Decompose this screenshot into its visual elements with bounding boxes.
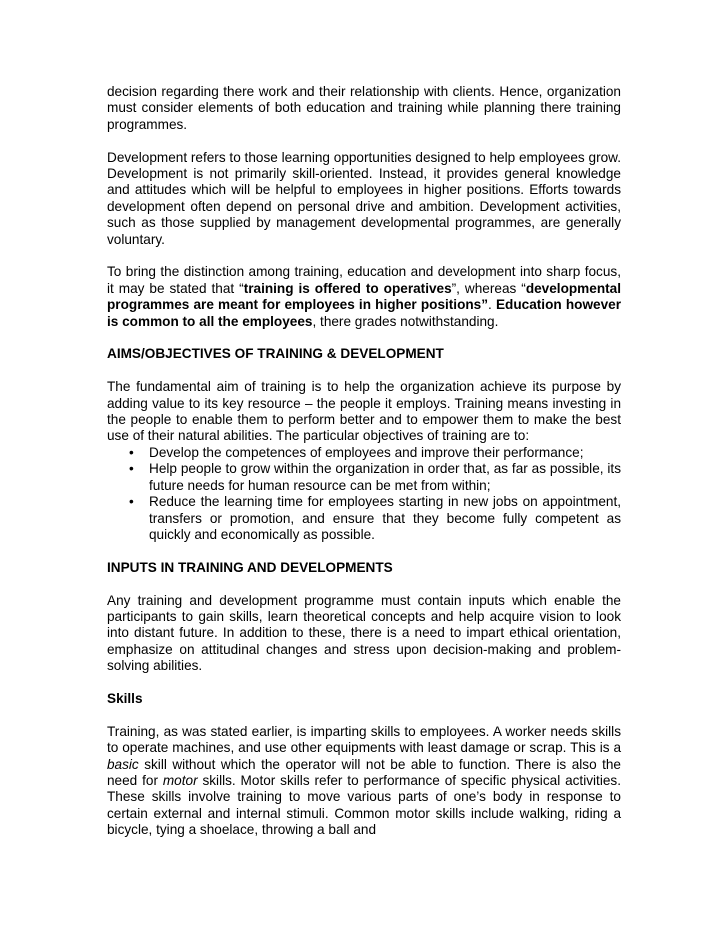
bullet-icon: • [129,444,134,460]
paragraph-skills [107,724,621,839]
bold-phrase: Education however is common to all the employees [107,297,621,329]
paragraph-inputs: Any training and development programme must contain inputs which enable the participants to gain skills, learn theoretical concepts and help acquire vision to look into distant future. In addition to these, there is a need to impart ethical orientation, emphasize on attitudinal changes and stress upon decision-making and problem-solving abilities. [107,592,621,674]
objectives-list [107,445,621,543]
bullet-icon: • [129,461,134,477]
paragraph-fundamental-aim: The fundamental aim of training is to help the organization achieve its purpose by adding value to its key resource – the people it employs. Training means investing in the people to enable them to perform better and to empower them to make the best use of their natural abilities. The particular objectives of training are to: [107,379,621,444]
section-heading-skills: Skills [107,690,143,706]
section-heading-inputs: INPUTS IN TRAINING AND DEVELOPMENTS [107,559,393,575]
text-run: . [488,297,496,313]
bold-phrase: training is offered to operatives [243,280,452,296]
section-heading-aims: AIMS/OBJECTIVES OF TRAINING & DEVELOPMENT [107,346,444,362]
text-run: ”, whereas “ [451,280,526,296]
list-item [129,461,621,494]
text-run: , there grades notwithstanding. [312,313,499,329]
list-item-text: Help people to grow within the organization in order that, as far as possible, its future needs for human resource can be met from within; [149,461,621,493]
paragraph-development: Development refers to those learning opportunities designed to help employees grow. Development is not primarily skill-oriented. Instead, it provides general knowledge and attitudes which will be helpful to employees in higher positions. Efforts towards development often depend on personal drive and ambition. Development activities, such as those supplied by management developmental programmes, are generally voluntary. [107,149,621,247]
text-run: skills. Motor skills refer to performance of specific physical activities. These skills involve training to move various parts of one’s body in response to certain external and internal stimuli. Common motor skills include walking, riding a bicycle, tying a shoelace, throwing a ball and [107,772,621,838]
bold-phrase: developmental programmes are meant for employees in higher positions” [107,280,621,313]
italic-word: motor [162,772,198,788]
paragraph-distinction [107,264,621,330]
page-content [107,84,621,839]
text-run: To bring the distinction among training, education and development into sharp focus, it may be stated that “ [107,264,621,296]
paragraph-continuation: decision regarding there work and their relationship with clients. Hence, organization must consider elements of both education and training while planning there training programmes. [107,84,621,132]
list-item-text: Reduce the learning time for employees starting in new jobs on appointment, transfers or promotion, and ensure that they become fully competent as quickly and economically as possible. [149,494,621,542]
text-run: Training, as was stated earlier, is imparting skills to employees. A worker needs skills to operate machines, and use other equipments with least damage or scrap. This is a [107,723,621,756]
italic-word: basic [107,756,139,772]
list-item [129,494,621,543]
list-item-text: Develop the competences of employees and improve their performance; [149,444,584,460]
bullet-icon: • [129,494,134,510]
list-item [129,445,621,461]
text-run: skill without which the operator will not be able to function. There is also the need for [107,756,621,788]
